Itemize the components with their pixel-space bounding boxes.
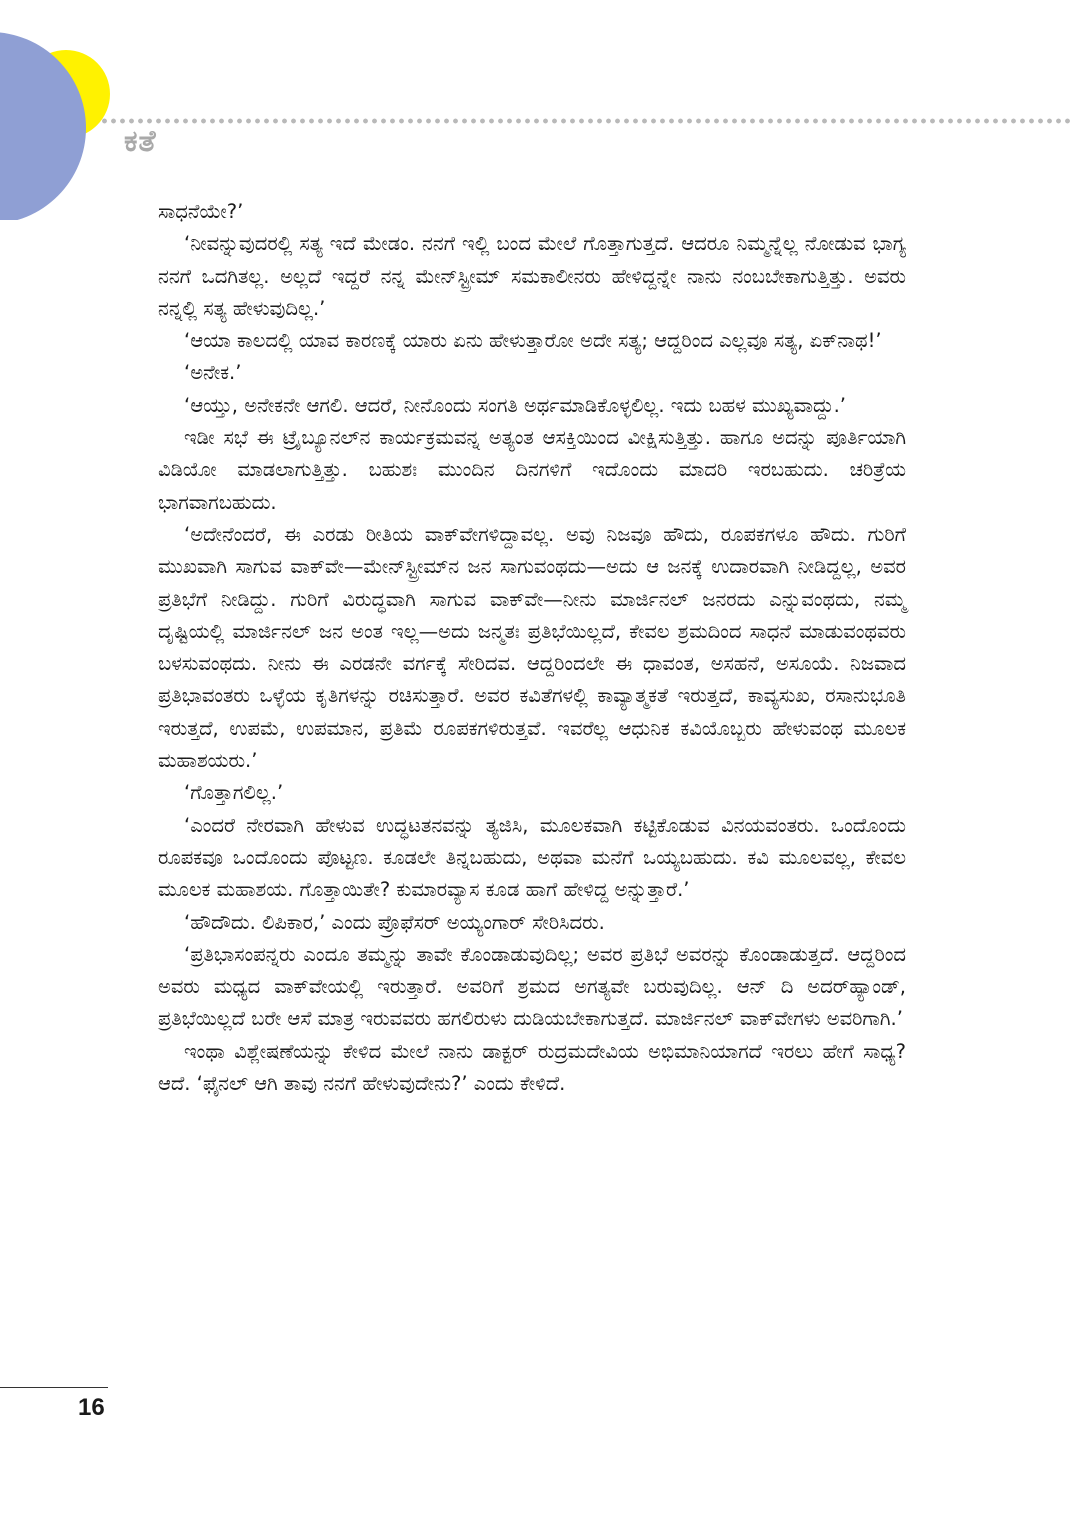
section-label: ಕತೆ <box>124 124 157 159</box>
paragraph: ‘ಆಯ್ತು, ಅನೇಕನೇ ಆಗಲಿ. ಆದರೆ, ನೀನೊಂದು ಸಂಗತಿ ಅರ್ಥಮಾಡಿಕೊಳ್ಳಲಿಲ್ಲ. ಇದು ಬಹಳ ಮುಖ್ಯವಾದ್ದು.’ <box>184 393 846 417</box>
paragraph: ‘ಹೌದೌದು. ಲಿಪಿಕಾರ,’ ಎಂದು ಪ್ರೊಫೆಸರ್ ಅಯ್ಯಂಗಾರ್ ಸೇರಿಸಿದರು. <box>184 910 605 934</box>
dotted-header-rule <box>100 118 1072 124</box>
paragraph: ಸಾಧನೆಯೇ?’ <box>158 200 244 223</box>
page-number: 16 <box>78 1394 105 1421</box>
paragraph: ‘ಪ್ರತಿಭಾಸಂಪನ್ನರು ಎಂದೂ ತಮ್ಮನ್ನು ತಾವೇ ಕೊಂಡಾಡುವುದಿಲ್ಲ; ಅವರ ಪ್ರತಿಭೆ ಅವರನ್ನು ಕೊಂಡಾಡುತ್ತದೆ. ಆದ್ದರಿಂದ ಅವರು ಮಧ್ಯದ ವಾಕ್‌ವೇಯಲ್ಲಿ ಇರುತ್ತಾರೆ. ಅವರಿಗೆ ಶ್ರಮದ ಅಗತ್ಯವೇ ಬರುವುದಿಲ್ಲ. ಆನ್ ದಿ ಅದರ್‌ಹ್ಯಾಂಡ್, ಪ್ರತಿಭೆಯಿಲ್ಲದೆ ಬರೇ ಆಸೆ ಮಾತ್ರ ಇರುವವರು ಹಗಲಿರುಳು ದುಡಿಯಬೇಕಾಗುತ್ತದೆ. ಮಾರ್ಜಿನಲ್ ವಾಕ್‌ವೇಗಳು ಅವರಿಗಾಗಿ.’ <box>158 942 906 1031</box>
paragraph: ‘ಅದೇನೆಂದರೆ, ಈ ಎರಡು ರೀತಿಯ ವಾಕ್‌ವೇಗಳಿದ್ದಾವಲ್ಲ. ಅವು ನಿಜವೂ ಹೌದು, ರೂಪಕಗಳೂ ಹೌದು. ಗುರಿಗೆ ಮುಖವಾಗಿ ಸಾಗುವ ವಾಕ್‌ವೇ—ಮೇನ್‌ಸ್ಟ್ರೀಮ್‌ನ ಜನ ಸಾಗುವಂಥದು—ಅದು ಆ ಜನಕ್ಕೆ ಉದಾರವಾಗಿ ನೀಡಿದ್ದಲ್ಲ, ಅವರ ಪ್ರತಿಭೆಗೆ ನೀಡಿದ್ದು. ಗುರಿಗೆ ವಿರುದ್ಧವಾಗಿ ಸಾಗುವ ವಾಕ್‌ವೇ—ನೀನು ಮಾರ್ಜಿನಲ್ ಜನರದು ಎನ್ನುವಂಥದು, ನಮ್ಮ ದೃಷ್ಟಿಯಲ್ಲಿ ಮಾರ್ಜಿನಲ್ ಜನ ಅಂತ ಇಲ್ಲ—ಅದು ಜನ್ಮತಃ ಪ್ರತಿಭೆಯಿಲ್ಲದೆ, ಕೇವಲ ಶ್ರಮದಿಂದ ಸಾಧನೆ ಮಾಡುವಂಥವರು ಬಳಸುವಂಥದು. ನೀನು ಈ ಎರಡನೇ ವರ್ಗಕ್ಕೆ ಸೇರಿದವ. ಆದ್ದರಿಂದಲೇ ಈ ಧಾವಂತ, ಅಸಹನೆ, ಅಸೂಯೆ. ನಿಜವಾದ ಪ್ರತಿಭಾವಂತರು ಒಳ್ಳೆಯ ಕೃತಿಗಳನ್ನು ರಚಿಸುತ್ತಾರೆ. ಅವರ ಕವಿತೆಗಳಲ್ಲಿ ಕಾವ್ಯಾತ್ಮಕತೆ ಇರುತ್ತದೆ, ಕಾವ್ಯಸುಖ, ರಸಾನುಭೂತಿ ಇರುತ್ತದೆ, ಉಪಮೆ, ಉಪಮಾನ, ಪ್ರತಿಮೆ ರೂಪಕಗಳಿರುತ್ತವೆ. ಇವರೆಲ್ಲ ಆಧುನಿಕ ಕವಿಯೊಬ್ಬರು ಹೇಳುವಂಥ ಮೂಲಕ ಮಹಾಶಯರು.’ <box>158 522 906 773</box>
footer-rule <box>0 1387 108 1388</box>
paragraph: ಇಂಥಾ ವಿಶ್ಲೇಷಣೆಯನ್ನು ಕೇಳಿದ ಮೇಲೆ ನಾನು ಡಾಕ್ಟರ್ ರುದ್ರಮದೇವಿಯ ಅಭಿಮಾನಿಯಾಗದೆ ಇರಲು ಹೇಗೆ ಸಾಧ್ಯ? ಆದೆ. ‘ಫೈನಲ್ ಆಗಿ ತಾವು ನನಗೆ ಹೇಳುವುದೇನು?’ ಎಂದು ಕೇಳಿದೆ. <box>158 1039 906 1096</box>
paragraph: ‘ನೀವನ್ನುವುದರಲ್ಲಿ ಸತ್ಯ ಇದೆ ಮೇಡಂ. ನನಗೆ ಇಲ್ಲಿ ಬಂದ ಮೇಲೆ ಗೊತ್ತಾಗುತ್ತದೆ. ಆದರೂ ನಿಮ್ಮನ್ನೆಲ್ಲ ನೋಡುವ ಭಾಗ್ಯ ನನಗೆ ಒದಗಿತಲ್ಲ. ಅಲ್ಲದೆ ಇದ್ದರೆ ನನ್ನ ಮೇನ್‌ಸ್ಟ್ರೀಮ್ ಸಮಕಾಲೀನರು ಹೇಳಿದ್ದನ್ನೇ ನಾನು ನಂಬಬೇಕಾಗುತ್ತಿತ್ತು. ಅವರು ನನ್ನಲ್ಲಿ ಸತ್ಯ ಹೇಳುವುದಿಲ್ಲ.’ <box>158 232 906 320</box>
paragraph: ‘ಗೊತ್ತಾಗಲಿಲ್ಲ.’ <box>184 781 284 805</box>
paragraph: ‘ಅನೇಕ.’ <box>184 361 242 385</box>
paragraph: ‘ಎಂದರೆ ನೇರವಾಗಿ ಹೇಳುವ ಉದ್ಧಟತನವನ್ನು ತ್ಯಜಿಸಿ, ಮೂಲಕವಾಗಿ ಕಟ್ಟಿಕೊಡುವ ವಿನಯವಂತರು. ಒಂದೊಂದು ರೂಪಕವೂ ಒಂದೊಂದು ಪೊಟ್ಟಣ. ಕೂಡಲೇ ತಿನ್ನಬಹುದು, ಅಥವಾ ಮನೆಗೆ ಒಯ್ಯಬಹುದು. ಕವಿ ಮೂಲವಲ್ಲ, ಕೇವಲ ಮೂಲಕ ಮಹಾಶಯ. ಗೊತ್ತಾಯಿತೇ? ಕುಮಾರವ್ಯಾಸ ಕೂಡ ಹಾಗೆ ಹೇಳಿದ್ದ ಅನ್ನುತ್ತಾರೆ.’ <box>158 813 906 902</box>
paragraph: ಇಡೀ ಸಭೆ ಈ ಟ್ರೈಬ್ಯೂನಲ್‌ನ ಕಾರ್ಯಕ್ರಮವನ್ನ ಅತ್ಯಂತ ಆಸಕ್ತಿಯಿಂದ ವೀಕ್ಷಿಸುತ್ತಿತ್ತು. ಹಾಗೂ ಅದನ್ನು ಪೂರ್ತಿಯಾಗಿ ವಿಡಿಯೋ ಮಾಡಲಾಗುತ್ತಿತ್ತು. ಬಹುಶಃ ಮುಂದಿನ ದಿನಗಳಿಗೆ ಇದೊಂದು ಮಾದರಿ ಇರಬಹುದು. ಚರಿತ್ರೆಯ ಭಾಗವಾಗಬಹುದು. <box>158 426 906 514</box>
story-text <box>158 196 906 1100</box>
paragraph: ‘ಆಯಾ ಕಾಲದಲ್ಲಿ ಯಾವ ಕಾರಣಕ್ಕೆ ಯಾರು ಏನು ಹೇಳುತ್ತಾರೋ ಅದೇ ಸತ್ಯ; ಆದ್ದರಿಂದ ಎಲ್ಲವೂ ಸತ್ಯ, ಏಕ್‌ನಾಥ!’ <box>184 329 882 353</box>
corner-decoration <box>0 0 140 220</box>
